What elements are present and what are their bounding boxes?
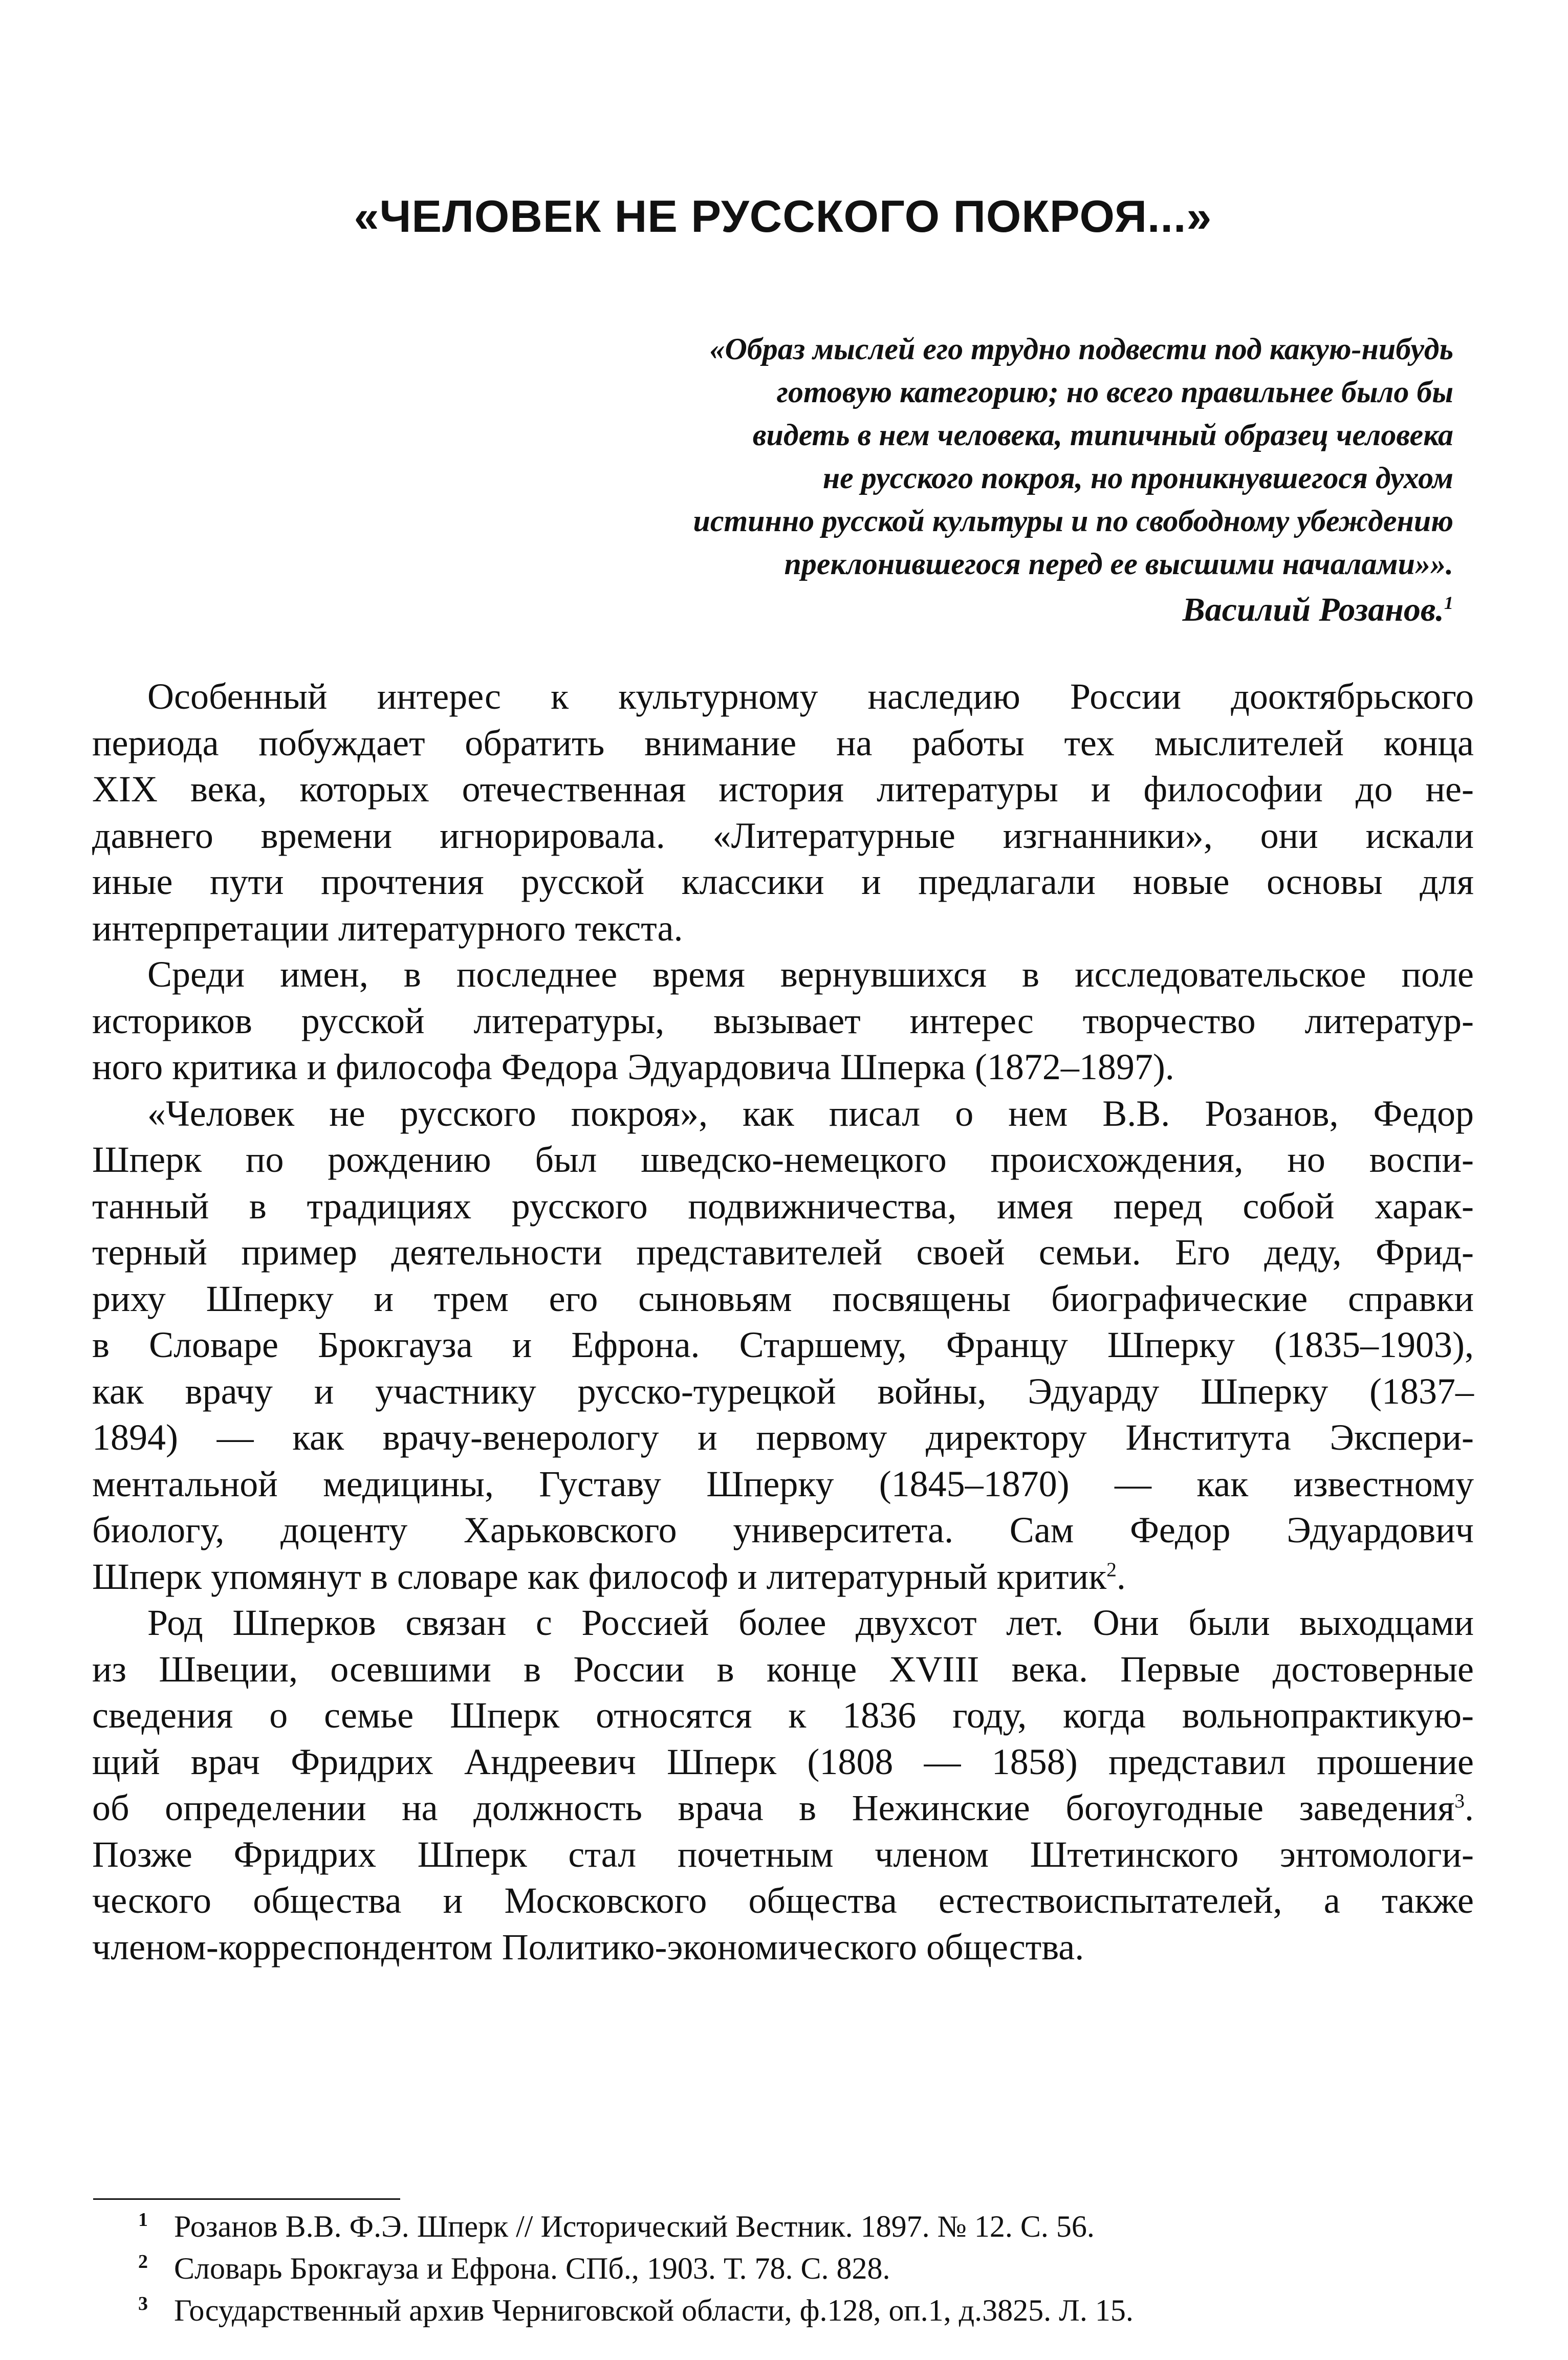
text-line: из Швеции, осевшими в России в конце XVIII века. Первые достоверные (92, 1648, 1474, 1690)
text-line: членом-корреспондентом Политико-экономического общества. (92, 1926, 1084, 1968)
body-text (92, 673, 1474, 1970)
text-line: Род Шперков связан с Россией более двухсот лет. Они были выходцами (147, 1602, 1474, 1643)
text-line: периода побуждает обратить внимание на работы тех мыслителей конца (92, 722, 1474, 763)
footnotes (138, 2205, 1469, 2331)
text-line: терный пример деятельности представителей своей семьи. Его деду, Фрид- (92, 1232, 1474, 1273)
footnote: 1 Розанов В.В. Ф.Э. Шперк // Исторический Вестник. 1897. № 12. С. 56. (138, 2209, 1095, 2243)
text-line: Шперк упомянут в словаре как философ и литературный критик$^2$. (92, 1556, 1126, 1597)
footnote-text: Словарь Брокгауза и Ефрона. СПб., 1903. Т. 78. С. 828. (174, 2252, 890, 2285)
epigraph-line: видеть в нем человека, типичный образец человека (752, 418, 1453, 452)
paragraph (92, 951, 1474, 1090)
text-line: давнего времени игнорировала. «Литературные изгнанники», они искали (92, 815, 1474, 856)
text-line: Особенный интерес к культурному наследию России дооктябрьского (147, 676, 1474, 717)
epigraph-line: истинно русской культуры и по свободному убеждению (693, 504, 1453, 538)
chapter-title: «ЧЕЛОВЕК НЕ РУССКОГО ПОКРОЯ...» (354, 191, 1212, 242)
text-line: XIX века, которых отечественная история литературы и философии до не- (92, 769, 1474, 810)
text-line: как врачу и участнику русско-турецкой войны, Эдуарду Шперку (1837– (92, 1370, 1474, 1412)
text-line: биологу, доценту Харьковского университета. Сам Федор Эдуардович (92, 1510, 1474, 1550)
epigraph (379, 327, 1453, 635)
text-line: историков русской литературы, вызывает интерес творчество литератур- (92, 1000, 1474, 1041)
footnote-divider (93, 2198, 400, 2200)
text-line: в Словаре Брокгауза и Ефрона. Старшему, Францу Шперку (1835–1903), (92, 1324, 1474, 1365)
paragraph (92, 673, 1474, 951)
text-line: танный в традициях русского подвижничества, имея перед собой харак- (92, 1185, 1474, 1227)
footnote: 2 Словарь Брокгауза и Ефрона. СПб., 1903. Т. 78. С. 828. (138, 2251, 890, 2285)
text-line: об определении на должность врача в Нежинские богоугодные заведения$^3$. (92, 1787, 1474, 1828)
text-line: Позже Фридрих Шперк стал почетным членом Штетинского энтомологи- (92, 1833, 1474, 1875)
footnote-reference: 1 (1444, 593, 1453, 613)
text-line: ного критика и философа Федора Эдуардовича Шперка (1872–1897). (92, 1046, 1174, 1087)
text-line: риху Шперку и трем его сыновьям посвящены биографические справки (92, 1278, 1474, 1319)
footnote-text: Розанов В.В. Ф.Э. Шперк // Исторический Вестник. 1897. № 12. С. 56. (174, 2210, 1095, 2243)
epigraph-author (379, 585, 1453, 635)
text-line-content: об определении на должность врача в Нежинские богоугодные заведения (92, 1787, 1455, 1828)
book-page (92, 0, 1474, 2360)
footnote-reference: 2 (1106, 1558, 1117, 1581)
footnote: 3 Государственный архив Черниговской области, ф.128, оп.1, д.3825. Л. 15. (138, 2293, 1134, 2327)
epigraph-line: готовую категорию; но всего правильнее было бы (776, 375, 1453, 409)
text-line: иные пути прочтения русской классики и предлагали новые основы для (92, 861, 1474, 902)
text-line: ческого общества и Московского общества естествоиспытателей, а также (92, 1880, 1474, 1921)
text-line: Шперк по рождению был шведско-немецкого происхождения, но воспи- (92, 1139, 1474, 1180)
text-line: «Человек не русского покроя», как писал о нем В.В. Розанов, Федор (147, 1092, 1474, 1134)
paragraph (92, 1090, 1474, 1600)
epigraph-line: не русского покроя, но проникнувшегося духом (822, 461, 1453, 495)
text-line: щий врач Фридрих Андреевич Шперк (1808 — 1858) представил прошение (92, 1741, 1474, 1782)
text-line: 1894) — как врачу-венерологу и первому директору Института Экспери- (92, 1417, 1474, 1458)
text-line: интерпретации литературного текста. (92, 907, 683, 949)
text-line: ментальной медицины, Густаву Шперку (1845–1870) — как известному (92, 1463, 1474, 1504)
text-line: Среди имен, в последнее время вернувшихся в исследовательское поле (147, 954, 1474, 995)
epigraph-author-name: Василий Розанов. (1182, 591, 1444, 628)
footnote-reference: 3 (1454, 1789, 1465, 1812)
footnote-text: Государственный архив Черниговской области, ф.128, оп.1, д.3825. Л. 15. (174, 2293, 1134, 2327)
epigraph-line: «Образ мыслей его трудно подвести под какую-нибудь (709, 332, 1453, 366)
text-line: сведения о семье Шперк относятся к 1836 году, когда вольнопрактикую- (92, 1695, 1474, 1736)
paragraph (92, 1600, 1474, 1970)
epigraph-line: преклонившегося перед ее высшими началами»». (784, 547, 1453, 581)
text-line-content: Шперк упомянут в словаре как философ и литературный критик (92, 1556, 1107, 1597)
